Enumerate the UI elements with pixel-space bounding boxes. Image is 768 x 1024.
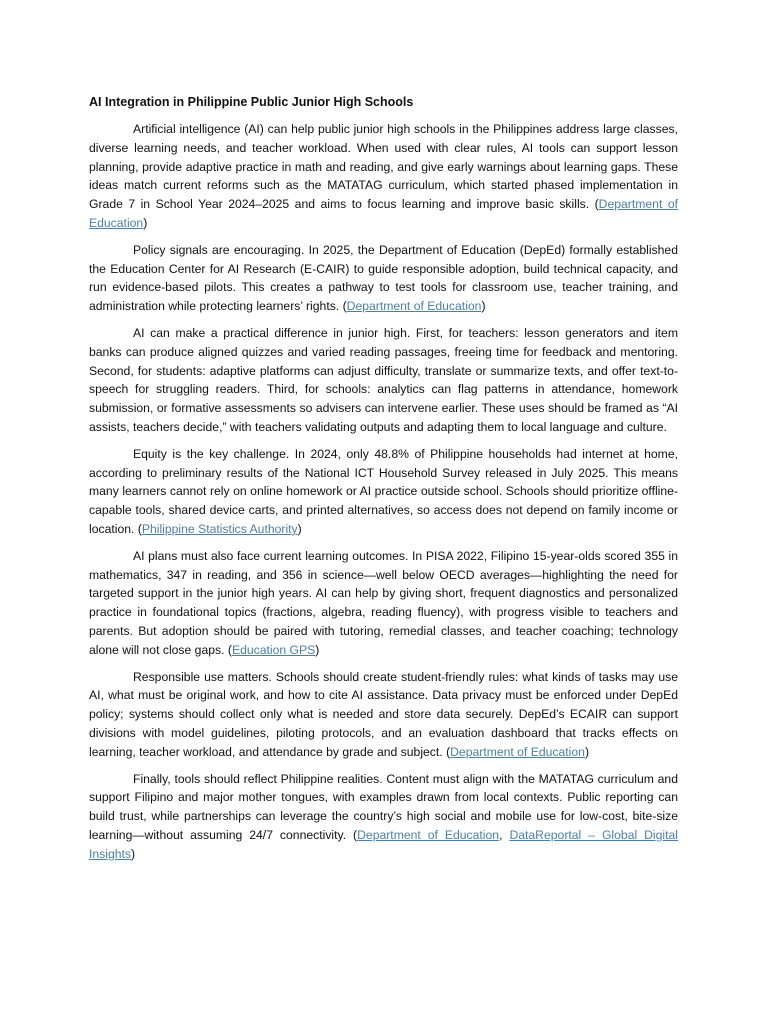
source-link-department-of-education[interactable]: Department of Education bbox=[346, 299, 482, 314]
paragraph-local-realities: Finally, tools should reflect Philippine realities. Content must align with the MATATAG curriculum and support Filipino and major mother tongues, with examples drawn from local contexts. Public reporting can build trust, while partnerships can leverage the country’s high social and mobile use for low-cost, bite-size learning—without assuming 24/7 connectivity. (Department of Education, DataReportal – Global Digital Insights) bbox=[89, 771, 679, 861]
paragraph-text: AI plans must also face current learning outcomes. In PISA 2022, Filipino 15-year-olds scored 355 in mathematics, 347 in reading, and 356 in science—well below OECD averages—highlighting the need for targeted support in the junior high years. AI can help by giving short, frequent diagnostics and personalized practice in foundational topics (fractions, algebra, reading fluency), with progress visible to teachers and parents. But adoption should be paired with tutoring, remedial classes, and teacher coaching; technology alone will not close gaps. bbox=[89, 548, 678, 657]
paragraph-policy-signals: Policy signals are encouraging. In 2025, the Department of Education (DepEd) formally established the Education Center for AI Research (E-CAIR) to guide responsible adoption, build technical capacity, and run evidence-based pilots. This creates a pathway to test tools for classroom use, teacher training, and administration while protecting learners’ rights. (Department of Education) bbox=[89, 242, 678, 314]
paragraph-text: AI can make a practical difference in junior high. First, for teachers: lesson generators and item banks can produce aligned quizzes and varied reading passages, freeing time for feedback and mentoring. Second, for students: adaptive platforms can adjust difficulty, translate or summarize texts, and offer text-to-speech for struggling readers. Third, for schools: analytics can flag patterns in attendance, homework submission, or formative assessments so advisers can intervene earlier. These uses should be framed as “AI assists, teachers decide,” with teachers validating outputs and adapting them to local language and culture. bbox=[89, 325, 678, 434]
source-link-philippine-statistics-authority[interactable]: Philippine Statistics Authority bbox=[141, 521, 298, 536]
source-link-department-of-education[interactable]: Department of Education bbox=[450, 744, 585, 759]
source-link-department-of-education[interactable]: Department of Education bbox=[89, 197, 678, 230]
paragraph-practical-uses bbox=[89, 324, 678, 437]
document-title: AI Integration in Philippine Public Junior High Schools bbox=[89, 95, 414, 109]
paragraph-text: Responsible use matters. Schools should create student-friendly rules: what kinds of tasks may use AI, what must be original work, and how to cite AI assistance. Data privacy must be enforced under DepEd policy; systems should collect only what is needed and store data securely. DepEd’s ECAIR can support divisions with model guidelines, piloting protocols, and an evaluation dashboard that tracks effects on learning, teacher workload, and attendance by grade and subject. bbox=[89, 669, 678, 759]
paragraph-text: Finally, tools should reflect Philippine realities. Content must align with the MATATAG curriculum and support Filipino and major mother tongues, with examples drawn from local contexts. Public reporting can build trust, while partnerships can leverage the country’s high social and mobile use for low-cost, bite-size learning—without assuming 24/7 connectivity. bbox=[89, 771, 678, 842]
paragraph-text: Policy signals are encouraging. In 2025, the Department of Education (DepEd) formally established the Education Center for AI Research (E-CAIR) to guide responsible adoption, build technical capacity, and run evidence-based pilots. This creates a pathway to test tools for classroom use, teacher training, and administration while protecting learners’ rights. bbox=[89, 242, 678, 314]
paragraph-text: Artificial intelligence (AI) can help public junior high schools in the Philippines address large classes, diverse learning needs, and teacher workload. When used with clear rules, AI tools can support lesson planning, provide adaptive practice in math and reading, and give early warnings about learning gaps. These ideas match current reforms such as the MATATAG curriculum, which started phased implementation in Grade 7 in School Year 2024–2025 and aims to focus learning and improve basic skills. bbox=[89, 122, 678, 212]
paragraph-equity: Equity is the key challenge. In 2024, only 48.8% of Philippine households had internet at home, according to preliminary results of the National ICT Household Survey released in July 2025. This means many learners cannot rely on online homework or AI practice outside school. Schools should prioritize offline-capable tools, shared device carts, and printed alternatives, so access does not depend on family income or location. (Philippine Statistics Authority) bbox=[89, 446, 678, 536]
source-link-department-of-education[interactable]: Department of Education bbox=[357, 827, 500, 842]
paragraph-text: Equity is the key challenge. In 2024, only 48.8% of Philippine households had internet at home, according to preliminary results of the National ICT Household Survey released in July 2025. This means many learners cannot rely on online homework or AI practice outside school. Schools should prioritize offline-capable tools, shared device carts, and printed alternatives, so access does not depend on family income or location. bbox=[89, 446, 678, 536]
paragraph-learning-outcomes: AI plans must also face current learning outcomes. In PISA 2022, Filipino 15-year-olds scored 355 in mathematics, 347 in reading, and 356 in science—well below OECD averages—highlighting the need for targeted support in the junior high years. AI can help by giving short, frequent diagnostics and personalized practice in foundational topics (fractions, algebra, reading fluency), with progress visible to teachers and parents. But adoption should be paired with tutoring, remedial classes, and teacher coaching; technology alone will not close gaps. (Education GPS) bbox=[89, 548, 678, 657]
source-link-datareportal[interactable]: DataReportal – Global Digital Insights bbox=[89, 827, 679, 861]
link-separator: , bbox=[499, 827, 510, 842]
paragraph-ai-benefits: Artificial intelligence (AI) can help public junior high schools in the Philippines address large classes, diverse learning needs, and teacher workload. When used with clear rules, AI tools can support lesson planning, provide adaptive practice in math and reading, and give early warnings about learning gaps. These ideas match current reforms such as the MATATAG curriculum, which started phased implementation in Grade 7 in School Year 2024–2025 and aims to focus learning and improve basic skills. (Department of Education) bbox=[89, 122, 678, 230]
paragraph-responsible-use: Responsible use matters. Schools should create student-friendly rules: what kinds of tasks may use AI, what must be original work, and how to cite AI assistance. Data privacy must be enforced under DepEd policy; systems should collect only what is needed and store data securely. DepEd’s ECAIR can support divisions with model guidelines, piloting protocols, and an evaluation dashboard that tracks effects on learning, teacher workload, and attendance by grade and subject. (Department of Education) bbox=[89, 669, 678, 759]
source-link-education-gps[interactable]: Education GPS bbox=[231, 642, 316, 657]
